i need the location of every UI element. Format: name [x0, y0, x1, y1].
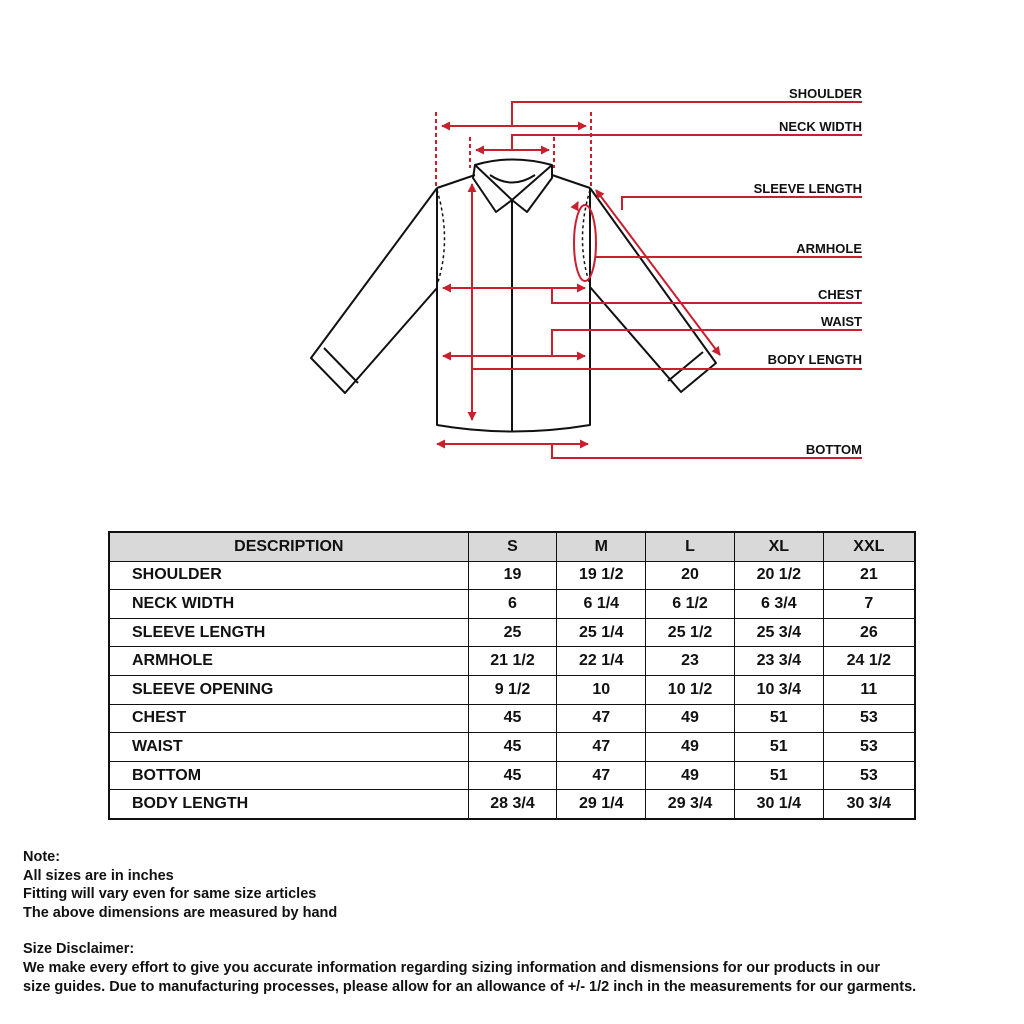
header-size-s: S — [468, 532, 557, 561]
size-value-cell: 22 1/4 — [557, 647, 646, 676]
table-row — [109, 618, 915, 647]
table-row — [109, 790, 915, 819]
size-value-cell: 45 — [468, 733, 557, 762]
row-description: SLEEVE LENGTH — [109, 618, 468, 647]
size-value-cell: 6 3/4 — [734, 590, 823, 619]
size-value-cell: 47 — [557, 704, 646, 733]
disclaimer-text-line: size guides. Due to manufacturing processes, please allow for an allowance of +/- 1/2 inch in the measurements for our garments. — [23, 978, 917, 995]
size-value-cell: 24 1/2 — [823, 647, 915, 676]
header-size-xxl: XXL — [823, 532, 915, 561]
label-body-length: BODY LENGTH — [767, 352, 862, 367]
row-description: ARMHOLE — [109, 647, 468, 676]
label-chest: CHEST — [817, 287, 862, 302]
size-value-cell: 30 1/4 — [734, 790, 823, 819]
row-description: CHEST — [109, 704, 468, 733]
size-value-cell: 51 — [734, 704, 823, 733]
table-row — [109, 647, 915, 676]
shirt-illustration — [311, 160, 716, 433]
table-row — [109, 704, 915, 733]
row-description: SHOULDER — [109, 561, 468, 590]
row-description: NECK WIDTH — [109, 590, 468, 619]
header-size-m: M — [557, 532, 646, 561]
size-value-cell: 30 3/4 — [823, 790, 915, 819]
size-value-cell: 49 — [646, 704, 735, 733]
size-value-cell: 49 — [646, 761, 735, 790]
size-value-cell: 10 — [557, 675, 646, 704]
disclaimer-title: Size Disclaimer: — [23, 941, 135, 958]
size-value-cell: 6 1/2 — [646, 590, 735, 619]
row-description: BODY LENGTH — [109, 790, 468, 819]
table-row — [109, 561, 915, 590]
table-row — [109, 590, 915, 619]
label-waist: WAIST — [820, 314, 862, 329]
size-value-cell: 23 3/4 — [734, 647, 823, 676]
size-value-cell: 20 1/2 — [734, 561, 823, 590]
size-value-cell: 6 — [468, 590, 557, 619]
size-value-cell: 19 1/2 — [557, 561, 646, 590]
label-shoulder: SHOULDER — [789, 86, 862, 101]
label-sleeve-length: SLEEVE LENGTH — [753, 181, 862, 196]
size-value-cell: 25 1/2 — [646, 618, 735, 647]
measurement-lines — [436, 102, 862, 458]
size-value-cell: 7 — [823, 590, 915, 619]
table-header-row — [109, 532, 915, 561]
table-row — [109, 733, 915, 762]
size-value-cell: 25 1/4 — [557, 618, 646, 647]
size-value-cell: 20 — [646, 561, 735, 590]
size-value-cell: 29 1/4 — [557, 790, 646, 819]
size-value-cell: 53 — [823, 761, 915, 790]
note-line: The above dimensions are measured by hand — [23, 904, 338, 921]
size-value-cell: 25 — [468, 618, 557, 647]
row-description: BOTTOM — [109, 761, 468, 790]
table-row — [109, 675, 915, 704]
size-value-cell: 10 1/2 — [646, 675, 735, 704]
size-value-cell: 25 3/4 — [734, 618, 823, 647]
table-row — [109, 761, 915, 790]
label-bottom: BOTTOM — [805, 442, 862, 457]
size-value-cell: 21 1/2 — [468, 647, 557, 676]
size-value-cell: 47 — [557, 761, 646, 790]
label-neck-width: NECK WIDTH — [778, 119, 862, 134]
label-armhole: ARMHOLE — [796, 241, 862, 256]
size-value-cell: 45 — [468, 704, 557, 733]
size-value-cell: 19 — [468, 561, 557, 590]
note-line: Fitting will vary even for same size articles — [23, 886, 317, 903]
shirt-measurement-diagram — [0, 0, 1024, 500]
row-description: SLEEVE OPENING — [109, 675, 468, 704]
size-value-cell: 53 — [823, 704, 915, 733]
size-value-cell: 23 — [646, 647, 735, 676]
size-value-cell: 9 1/2 — [468, 675, 557, 704]
size-chart-table — [108, 531, 916, 820]
size-value-cell: 26 — [823, 618, 915, 647]
size-value-cell: 10 3/4 — [734, 675, 823, 704]
header-size-l: L — [646, 532, 735, 561]
row-description: WAIST — [109, 733, 468, 762]
disclaimer-text-line: We make every effort to give you accurate information regarding sizing information and dismensions for our products in our — [23, 959, 880, 976]
size-value-cell: 21 — [823, 561, 915, 590]
size-value-cell: 51 — [734, 761, 823, 790]
size-value-cell: 6 1/4 — [557, 590, 646, 619]
armhole-seam-lines — [437, 190, 590, 285]
header-size-xl: XL — [734, 532, 823, 561]
size-value-cell: 45 — [468, 761, 557, 790]
size-value-cell: 28 3/4 — [468, 790, 557, 819]
size-value-cell: 11 — [823, 675, 915, 704]
size-value-cell: 49 — [646, 733, 735, 762]
size-value-cell: 47 — [557, 733, 646, 762]
header-description: DESCRIPTION — [109, 532, 468, 561]
notes-section — [23, 848, 1013, 996]
size-value-cell: 29 3/4 — [646, 790, 735, 819]
note-line: All sizes are in inches — [23, 867, 174, 884]
size-value-cell: 51 — [734, 733, 823, 762]
note-title: Note: — [23, 849, 61, 865]
size-value-cell: 53 — [823, 733, 915, 762]
